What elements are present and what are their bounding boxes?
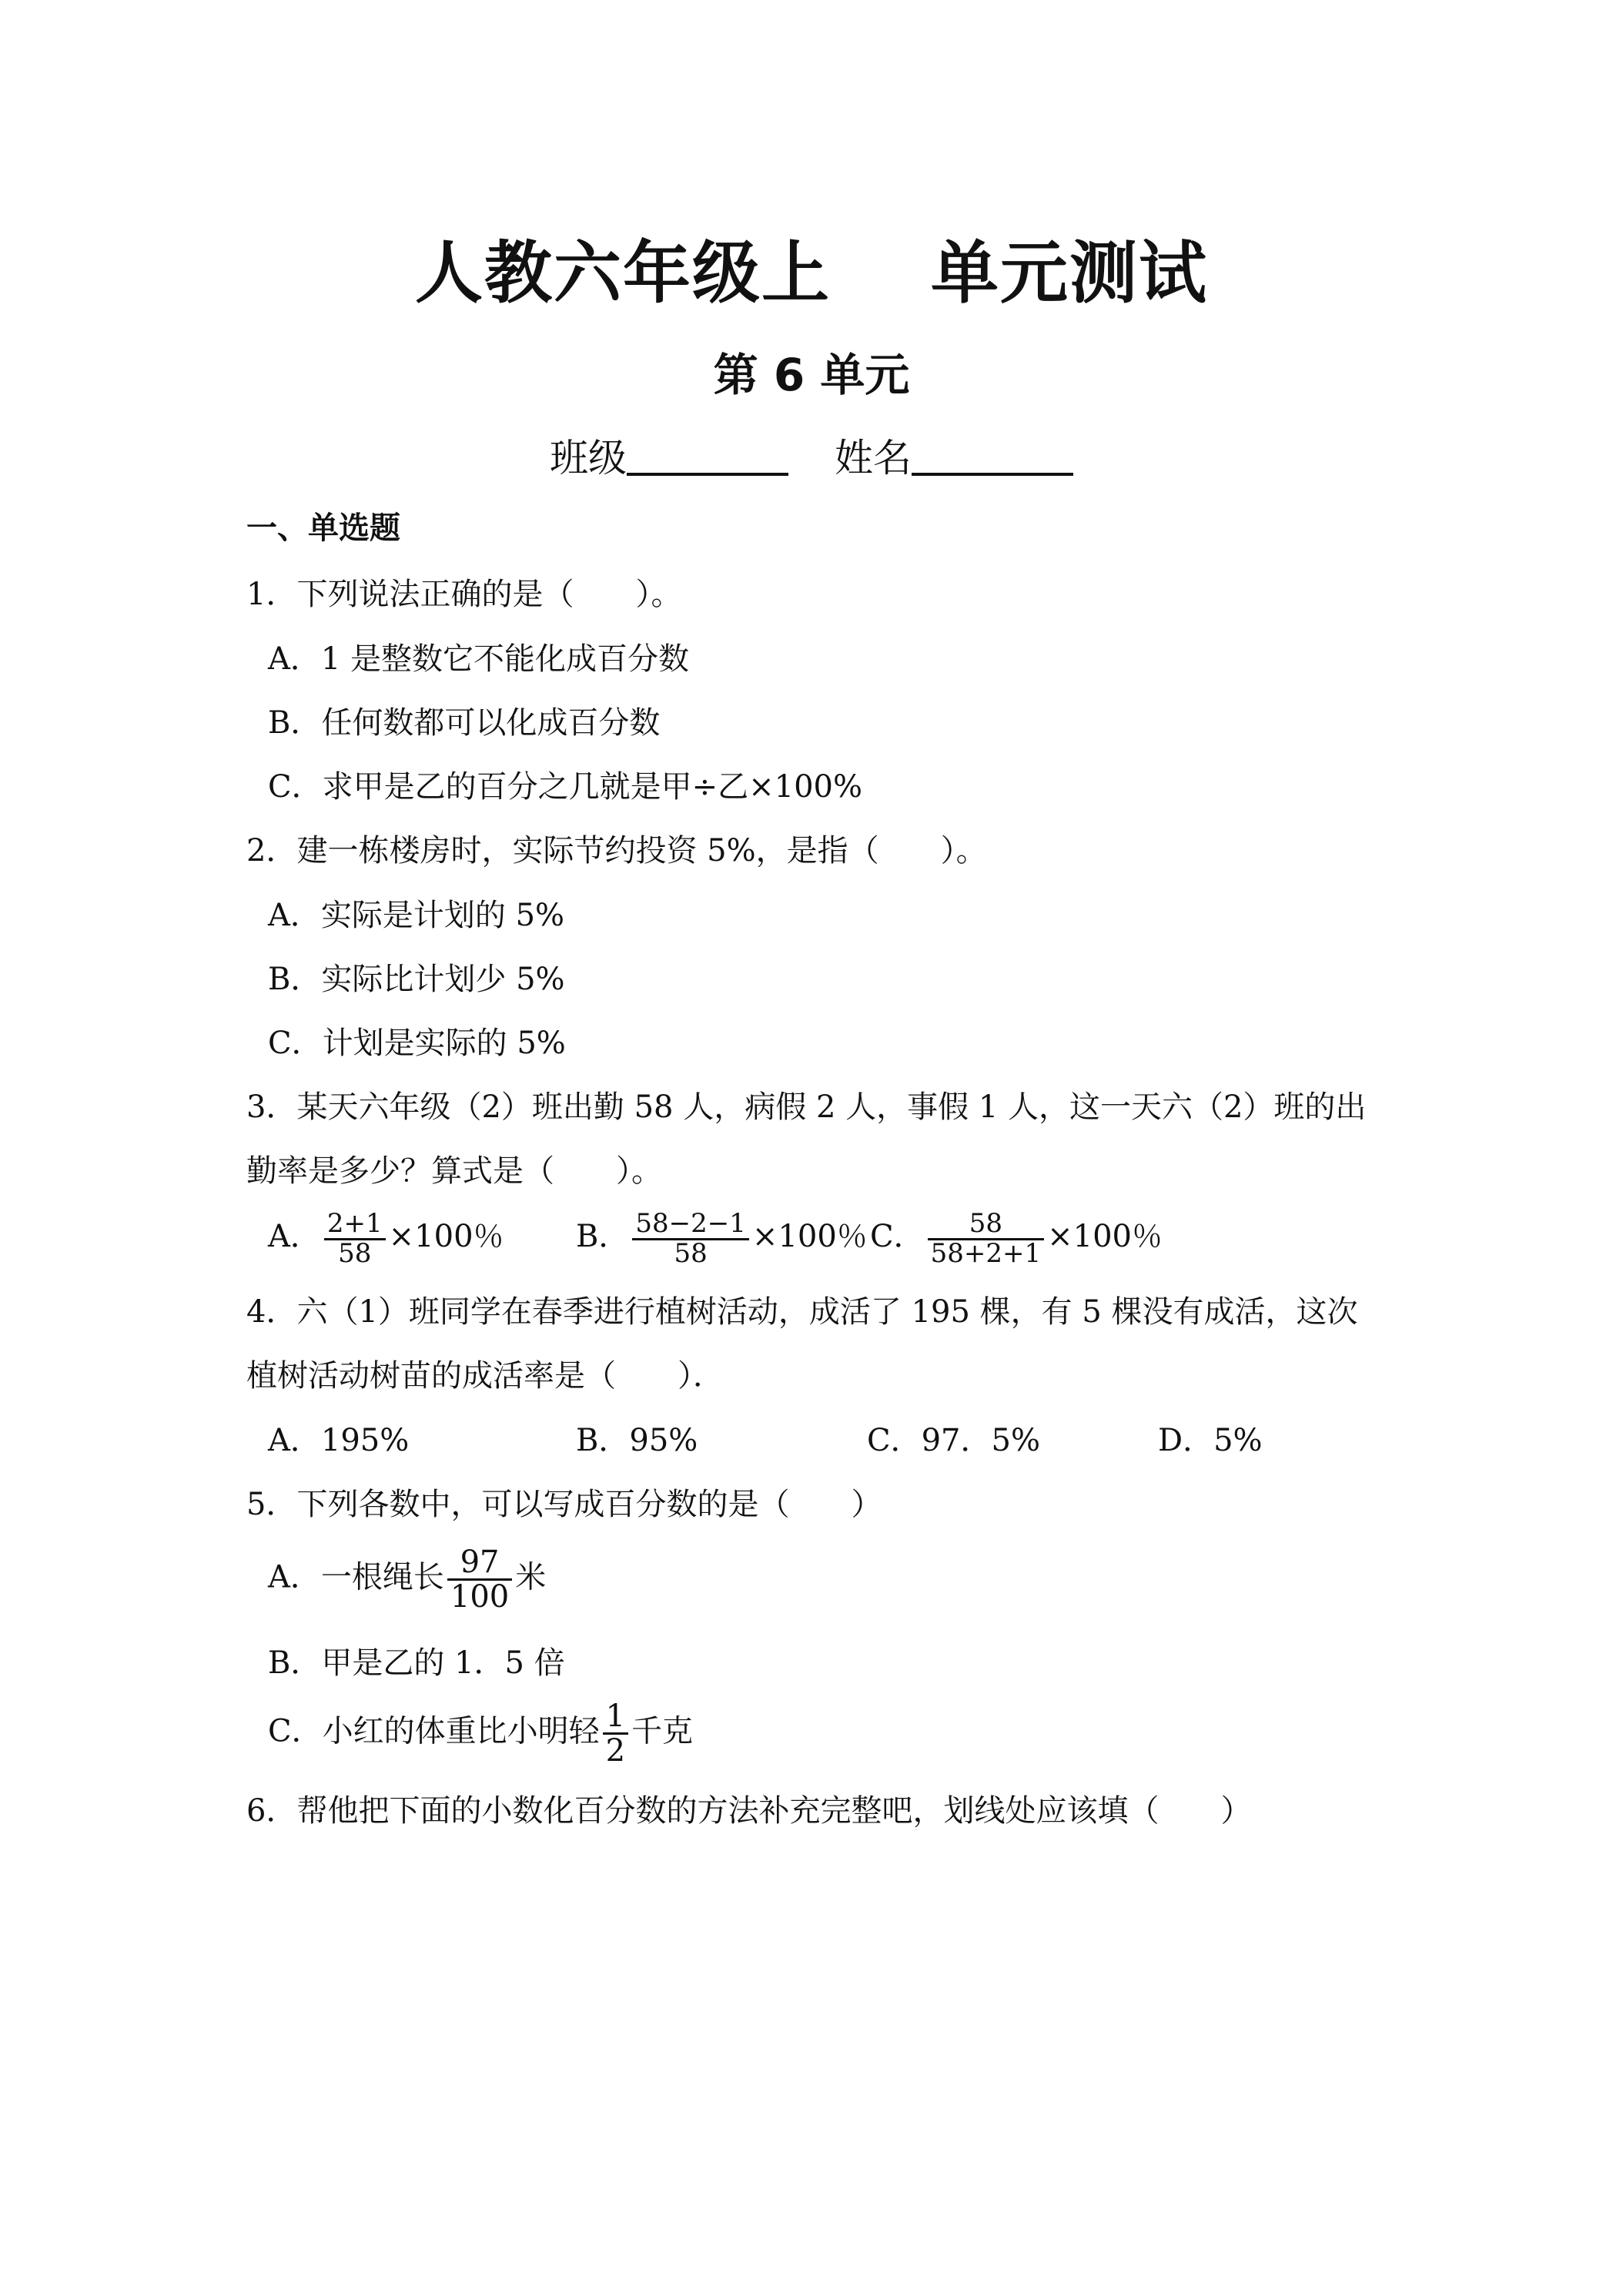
question-1-option-b: B．任何数都可以化成百分数 <box>268 705 661 741</box>
option-label: B． <box>576 1219 630 1255</box>
fraction <box>928 1210 1045 1267</box>
unit-subtitle: 第 6 单元 <box>713 349 910 401</box>
fraction <box>324 1210 386 1267</box>
question-1-stem: 1．下列说法正确的是（ ）。 <box>246 577 682 612</box>
student-info-row <box>0 427 1623 483</box>
question-1-option-c: C．求甲是乙的百分之几就是甲÷乙×100% <box>268 769 862 805</box>
question-4-option-c: C．97．5% <box>867 1423 1040 1458</box>
fraction-denominator: 58 <box>674 1237 708 1269</box>
class-label: 班级 <box>550 436 627 480</box>
page-title <box>0 219 1623 316</box>
question-4-option-d: D．5% <box>1158 1423 1263 1458</box>
option-suffix: ×100％ <box>1047 1219 1163 1255</box>
fraction <box>603 1700 628 1767</box>
question-2-option-b: B．实际比计划少 5% <box>268 962 565 997</box>
fraction-numerator: 58−2−1 <box>632 1210 749 1240</box>
option-suffix: 千克 <box>631 1713 694 1749</box>
fraction-numerator: 1 <box>603 1700 628 1735</box>
question-3-stem-line-1: 3．某天六年级（2）班出勤 58 人，病假 2 人，事假 1 人，这一天六（2）班的出 <box>246 1089 1367 1125</box>
question-5-option-c <box>268 1700 693 1767</box>
question-4-stem-line-1: 4．六（1）班同学在春季进行植树活动，成活了 195 棵，有 5 棵没有成活，这次 <box>246 1294 1358 1330</box>
option-text: C．小红的体重比小明轻 <box>268 1713 600 1749</box>
question-3-option-c <box>870 1210 1163 1267</box>
question-5-option-b: B．甲是乙的 1．5 倍 <box>268 1645 565 1681</box>
question-2-stem: 2．建一栋楼房时，实际节约投资 5%，是指（ ）。 <box>246 833 987 869</box>
section-title: 一、单选题 <box>246 510 400 546</box>
fraction <box>447 1546 512 1613</box>
fraction-numerator: 58 <box>928 1210 1045 1240</box>
name-blank <box>912 473 1073 476</box>
question-4-option-b: B．95% <box>576 1423 698 1458</box>
class-blank <box>627 473 788 476</box>
option-label: C． <box>870 1219 925 1255</box>
option-label: A． <box>268 1219 321 1255</box>
fraction-denominator: 100 <box>450 1579 510 1615</box>
question-4-options-row <box>268 1422 1263 1459</box>
question-4-option-a: A．195% <box>268 1423 410 1458</box>
question-6-stem: 6．帮他把下面的小数化百分数的方法补充完整吧，划线处应该填（ ） <box>246 1793 1252 1829</box>
fraction-denominator: 2 <box>605 1733 626 1769</box>
question-3-option-b <box>576 1210 870 1267</box>
fraction-denominator: 58+2+1 <box>930 1237 1042 1269</box>
question-5-stem: 5．下列各数中，可以写成百分数的是（ ） <box>246 1487 882 1522</box>
question-3-option-a <box>268 1210 576 1267</box>
question-4-stem-line-2: 植树活动树苗的成活率是（ ）． <box>246 1358 724 1394</box>
title-part-2: 单元测试 <box>931 233 1209 313</box>
fraction-numerator: 2+1 <box>324 1210 386 1240</box>
option-suffix: ×100％ <box>388 1219 504 1255</box>
name-label: 姓名 <box>835 436 912 480</box>
option-text: A．一根绳长 <box>268 1559 444 1595</box>
question-3-stem-line-2: 勤率是多少？算式是（ ）。 <box>246 1153 662 1189</box>
option-suffix: 米 <box>515 1559 547 1595</box>
option-suffix: ×100％ <box>751 1219 868 1255</box>
question-1-option-a: A．1 是整数它不能化成百分数 <box>268 641 690 677</box>
fraction-numerator: 97 <box>447 1546 512 1581</box>
question-2-option-a: A．实际是计划的 5% <box>268 898 565 933</box>
question-3-options-row <box>268 1210 1163 1267</box>
question-5-option-a <box>268 1546 546 1613</box>
title-part-1: 人教六年级上 <box>414 233 831 313</box>
question-2-option-c: C．计划是实际的 5% <box>268 1026 566 1061</box>
fraction-denominator: 58 <box>338 1237 372 1269</box>
fraction <box>632 1210 749 1267</box>
